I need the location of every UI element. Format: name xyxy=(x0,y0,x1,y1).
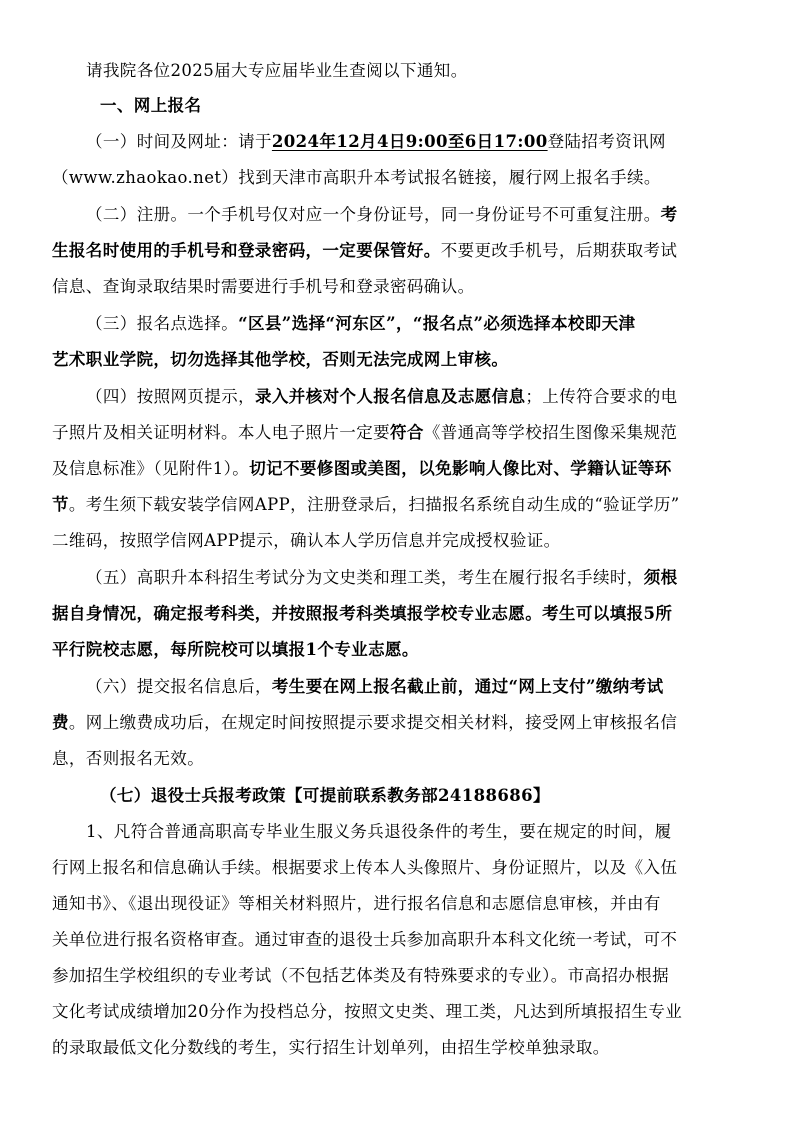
paragraph-time-url-line1: （一）时间及网址：请于2024年12月4日9:00至6日17:00登陆招考资讯网 xyxy=(86,132,666,151)
paragraph-register-line3: 信息、查询录取结果时需要进行手机号和登录密码确认。 xyxy=(52,277,475,296)
paragraph-site-select-line1: （三）报名点选择。“区县”选择“河东区”，“报名点”必须选择本校即天津 xyxy=(86,314,636,333)
paragraph-info-line4: 节。考生须下载安装学信网APP，注册登录后，扫描报名系统自动生成的“验证学历” xyxy=(52,495,680,514)
paragraph-veterans-line4: 关单位进行报名资格审查。通过审查的退役士兵参加高职升本科文化统一考试，可不 xyxy=(52,930,678,949)
section-heading-online-registration: 一、网上报名 xyxy=(100,96,202,115)
paragraph-payment-line1: （六）提交报名信息后，考生要在网上报名截止前，通过“网上支付”缴纳考试 xyxy=(86,677,664,696)
paragraph-category-line1: （五）高职升本科招生考试分为文史类和理工类，考生在履行报名手续时，须根 xyxy=(86,568,678,587)
paragraph-veterans-line2: 行网上报名和信息确认手续。根据要求上传本人头像照片、身份证照片，以及《入伍 xyxy=(52,858,678,877)
paragraph-category-line2: 据自身情况，确定报考科类，并按照报考科类填报学校专业志愿。考生可以填报5所 xyxy=(52,604,673,623)
paragraph-site-select-line2: 艺术职业学院，切勿选择其他学校，否则无法完成网上审核。 xyxy=(52,350,509,369)
paragraph-info-line3: 及信息标准》（见附件1）。切记不要修图或美图，以免影响人像比对、学籍认证等环 xyxy=(52,459,672,478)
registration-date-range: 2024年12月4日9:00至6日17:00 xyxy=(271,132,548,151)
paragraph-time-url-line2: （www.zhaokao.net）找到天津市高职升本考试报名链接，履行网上报名手续。 xyxy=(52,168,661,187)
paragraph-veterans-line5: 参加招生学校组织的专业考试（不包括艺体类及有特殊要求的专业）。市高招办根据 xyxy=(52,966,670,985)
paragraph-veterans-line6: 文化考试成绩增加20分作为投档总分，按照文史类、理工类，凡达到所填报招生专业 xyxy=(52,1002,683,1021)
intro-line: 请我院各位2025届大专应届毕业生查阅以下通知。 xyxy=(86,61,468,80)
paragraph-info-line1: （四）按照网页提示，录入并核对个人报名信息及志愿信息；上传符合要求的电 xyxy=(86,387,678,406)
section-heading-veterans-policy: （七）退役士兵报考政策【可提前联系教务部24188686】 xyxy=(100,786,550,805)
paragraph-veterans-line7: 的录取最低文化分数线的考生，实行招生计划单列，由招生学校单独录取。 xyxy=(52,1038,610,1057)
paragraph-category-line3: 平行院校志愿，每所院校可以填报1个专业志愿。 xyxy=(52,640,419,659)
paragraph-veterans-line3: 通知书》、《退出现役证》等相关材料照片，进行报名信息和志愿信息审核，并由有 xyxy=(52,894,661,913)
paragraph-register-line2: 生报名时使用的手机号和登录密码，一定要保管好。不要更改手机号，后期获取考试 xyxy=(52,241,678,260)
paragraph-register-line1: （二）注册。一个手机号仅对应一个身份证号，同一身份证号不可重复注册。考 xyxy=(86,205,678,224)
paragraph-payment-line2: 费。网上缴费成功后，在规定时间按照提示要求提交相关材料，接受网上审核报名信 xyxy=(52,713,678,732)
paragraph-veterans-line1: 1、凡符合普通高职高专毕业生服义务兵退役条件的考生，要在规定的时间，履 xyxy=(86,822,672,841)
paragraph-info-line2: 子照片及相关证明材料。本人电子照片一定要符合《普通高等学校招生图像采集规范 xyxy=(52,423,678,442)
paragraph-payment-line3: 息，否则报名无效。 xyxy=(52,749,205,768)
paragraph-info-line5: 二维码，按照学信网APP提示，确认本人学历信息并完成授权验证。 xyxy=(52,531,561,550)
